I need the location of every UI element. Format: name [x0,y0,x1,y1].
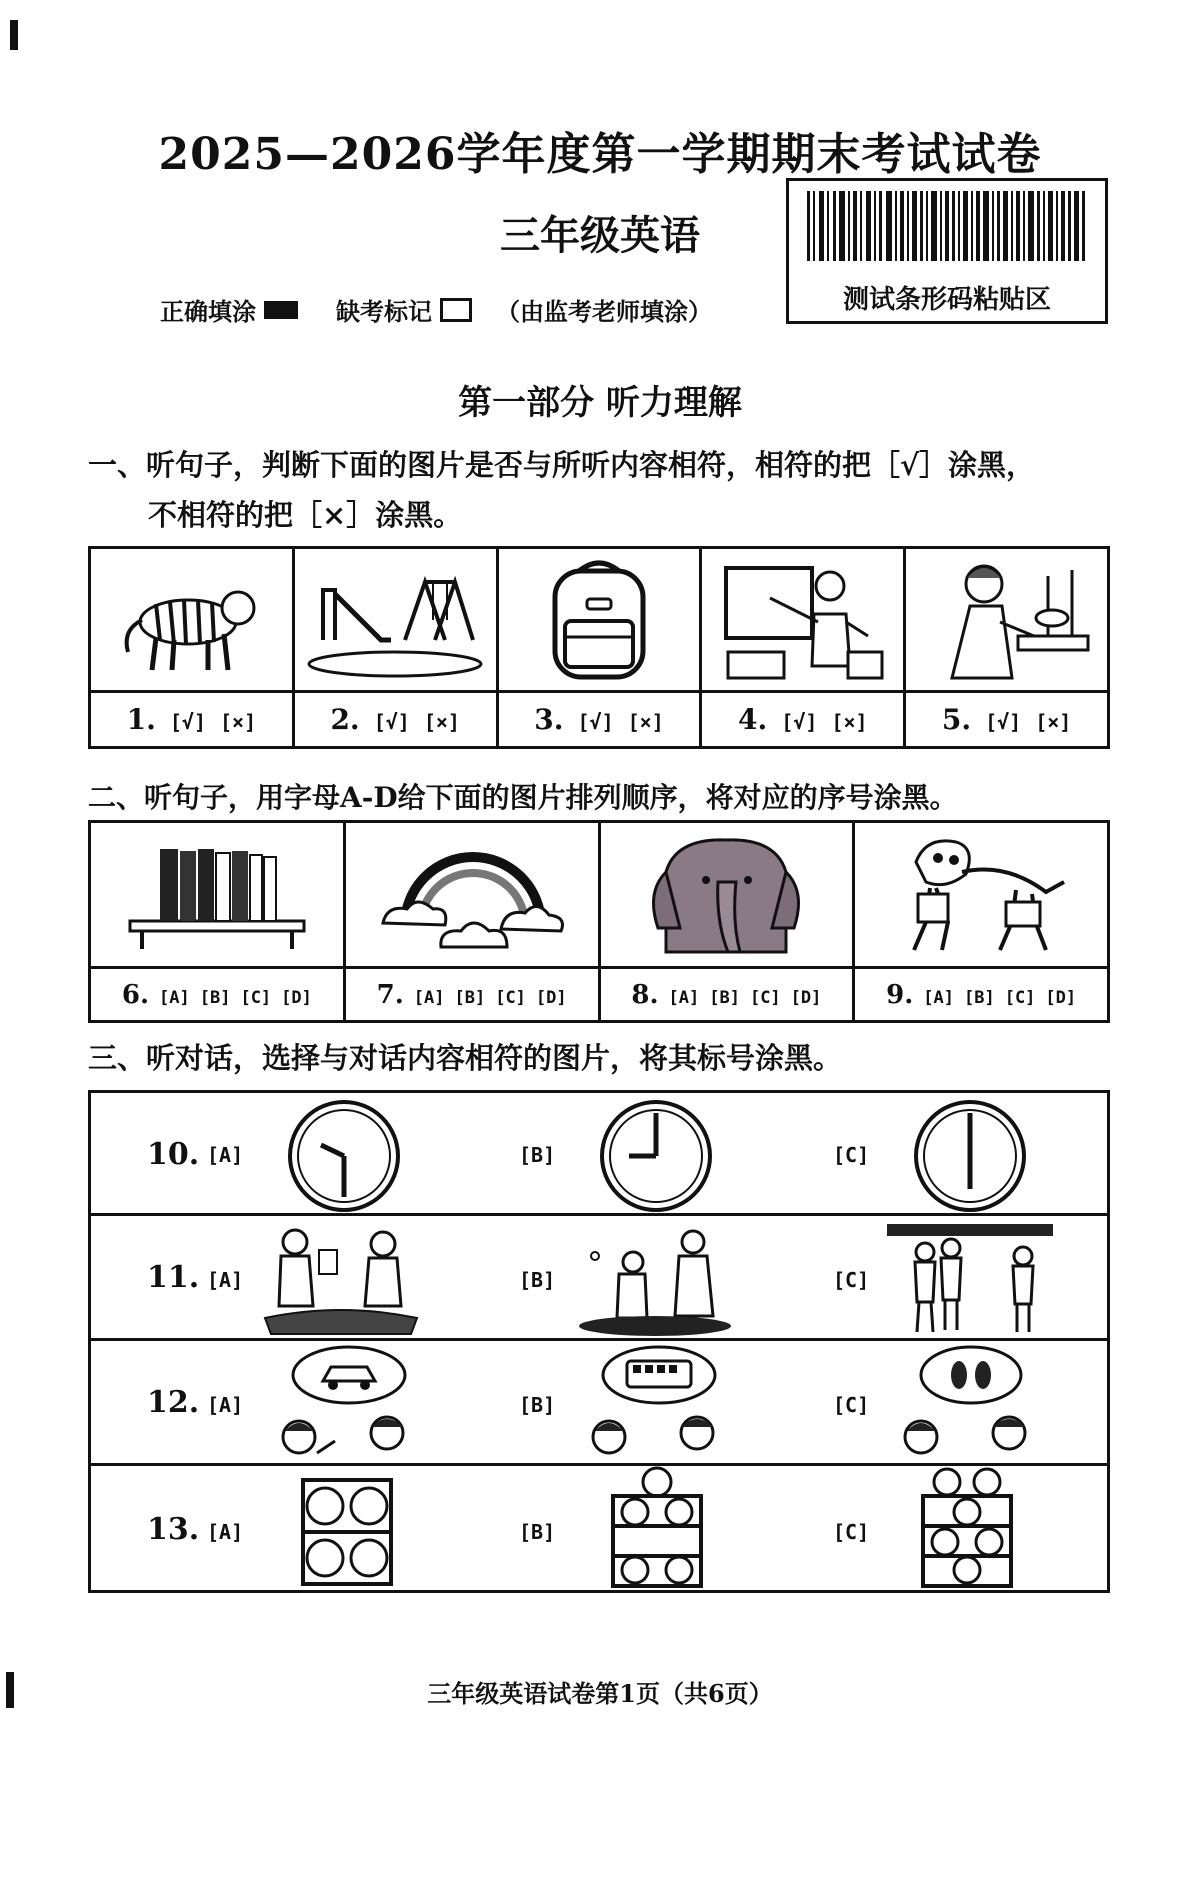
rainbow-icon [377,835,567,955]
q1-picture [90,548,294,692]
backpack-icon [539,557,659,683]
q7-bubble-c[interactable]: [C] [495,987,526,1008]
q11-option-b[interactable]: [B] [519,1268,556,1292]
absent-checkbox[interactable] [440,298,472,322]
section1-table [88,546,1110,749]
q5-picture [905,548,1109,692]
exam-title: 2025—2026学年度第一学期期末考试试卷 [158,129,1042,180]
q7-bubble-d[interactable]: [D] [535,987,567,1008]
q9-bubble-a[interactable]: [A] [923,987,954,1008]
q7-bubble-a[interactable]: [A] [413,987,445,1008]
q12-number: 12. [147,1385,200,1420]
q2-number: 2. [330,703,360,736]
section2-instruction: 二、听句子，用字母A-D给下面的图片排列顺序，将对应的序号涂黑。 [88,781,958,814]
q1-number: 1. [126,703,156,736]
elephant-icon [636,832,816,958]
q5-check-bubble[interactable]: [√] [985,710,1022,734]
part1-title: 第一部分 听力理解 [458,383,742,423]
q8-bubble-a[interactable]: [A] [668,987,700,1008]
q13-row [88,1463,1110,1593]
bookshelf-icon [122,835,312,955]
q8-bubble-b[interactable]: [B] [709,987,740,1008]
q4-cross-bubble[interactable]: [×] [831,710,868,734]
q6-bubble-a[interactable]: [A] [159,987,190,1008]
q9-bubble-b[interactable]: [B] [963,987,995,1008]
clock-icon [911,1097,1029,1215]
q1-options [90,692,294,748]
people-talking-icon [261,1222,421,1338]
barcode-area [786,178,1108,324]
fill-sample-icon [264,301,298,319]
q9-bubble-c[interactable]: [C] [1004,987,1036,1008]
absent-note: （由监考老师填涂） [496,297,712,326]
q6-bubble-c[interactable]: [C] [240,987,272,1008]
q10-option-c[interactable]: [C] [833,1143,870,1167]
q9-number: 9. [886,979,914,1010]
q13-option-a[interactable]: [A] [207,1520,244,1544]
q6-options [90,968,345,1022]
thought-footprints-icon [891,1345,1051,1463]
q10-option-b[interactable]: [B] [519,1143,556,1167]
ball-rack-icon [607,1466,707,1590]
q3-cross-bubble[interactable]: [×] [627,710,664,734]
clock-icon [285,1097,403,1215]
q5-options [905,692,1109,748]
q6-bubble-b[interactable]: [B] [199,987,231,1008]
q7-picture [344,822,599,968]
people-standing-icon [885,1222,1055,1338]
q13-option-c[interactable]: [C] [833,1520,870,1544]
q9-options [854,968,1109,1022]
section2-table [88,820,1110,1023]
q4-options [701,692,905,748]
q6-bubble-d[interactable]: [D] [281,987,312,1008]
q5-cross-bubble[interactable]: [×] [1035,710,1072,734]
q11-option-a[interactable]: [A] [207,1268,244,1292]
teacher-blackboard-icon [718,556,888,684]
q12-option-b[interactable]: [B] [519,1393,556,1417]
q8-number: 8. [631,979,659,1010]
q10-number: 10. [147,1137,200,1172]
thought-bus-icon [579,1345,739,1463]
section1-instruction-line2: 不相符的把［×］涂黑。 [148,498,463,532]
q8-bubble-d[interactable]: [D] [790,987,822,1008]
q10-option-a[interactable]: [A] [207,1143,244,1167]
q6-number: 6. [121,979,150,1010]
girl-washing-dishes-icon [922,556,1092,684]
q8-options [599,968,854,1022]
ball-rack-icon [917,1466,1017,1590]
q4-check-bubble[interactable]: [√] [781,710,818,734]
q7-bubble-b[interactable]: [B] [454,987,486,1008]
q1-cross-bubble[interactable]: [×] [220,710,257,734]
tiger-icon [116,560,266,680]
fill-label: 正确填涂 [160,297,256,326]
q3-check-bubble[interactable]: [√] [577,710,614,734]
q12-option-a[interactable]: [A] [207,1393,244,1417]
q2-options [293,692,497,748]
q9-bubble-d[interactable]: [D] [1045,987,1077,1008]
playground-icon [305,560,485,680]
q12-option-c[interactable]: [C] [833,1393,870,1417]
q2-check-bubble[interactable]: [√] [373,710,410,734]
q9-picture [854,822,1109,968]
thought-car-icon [269,1345,429,1463]
q3-options [497,692,701,748]
lion-dance-icon [886,832,1076,958]
q4-number: 4. [738,703,768,736]
exam-subtitle: 三年级英语 [500,212,700,259]
clock-icon [597,1097,715,1215]
barcode-icon [789,187,1105,277]
section1-instruction-line1: 一、听句子，判断下面的图片是否与所听内容相符，相符的把［√］涂黑， [88,448,1036,482]
q3-number: 3. [534,703,564,736]
q13-option-b[interactable]: [B] [519,1520,556,1544]
page-footer: 三年级英语试卷第1页（共6页） [427,1679,773,1708]
q12-row [88,1338,1110,1466]
q11-row [88,1213,1110,1341]
scan-mark-top [10,20,18,50]
q8-bubble-c[interactable]: [C] [749,987,781,1008]
absent-label: 缺考标记 [336,297,432,326]
ball-rack-icon [297,1474,397,1590]
barcode-label: 测试条形码粘贴区 [842,285,1051,315]
q13-number: 13. [147,1512,200,1547]
section3-instruction: 三、听对话，选择与对话内容相符的图片，将其标号涂黑。 [88,1041,843,1075]
q6-picture [90,822,345,968]
q3-picture [497,548,701,692]
q1-check-bubble[interactable]: [√] [169,710,207,734]
q11-option-c[interactable]: [C] [833,1268,870,1292]
fill-instructions [160,292,712,327]
q2-picture [293,548,497,692]
people-talking-icon [575,1222,735,1338]
q7-options [344,968,599,1022]
q5-number: 5. [941,703,972,736]
q8-picture [599,822,854,968]
q11-number: 11. [147,1260,200,1295]
q2-cross-bubble[interactable]: [×] [423,710,460,734]
q7-number: 7. [376,979,404,1010]
q10-row [88,1090,1110,1216]
q4-picture [701,548,905,692]
